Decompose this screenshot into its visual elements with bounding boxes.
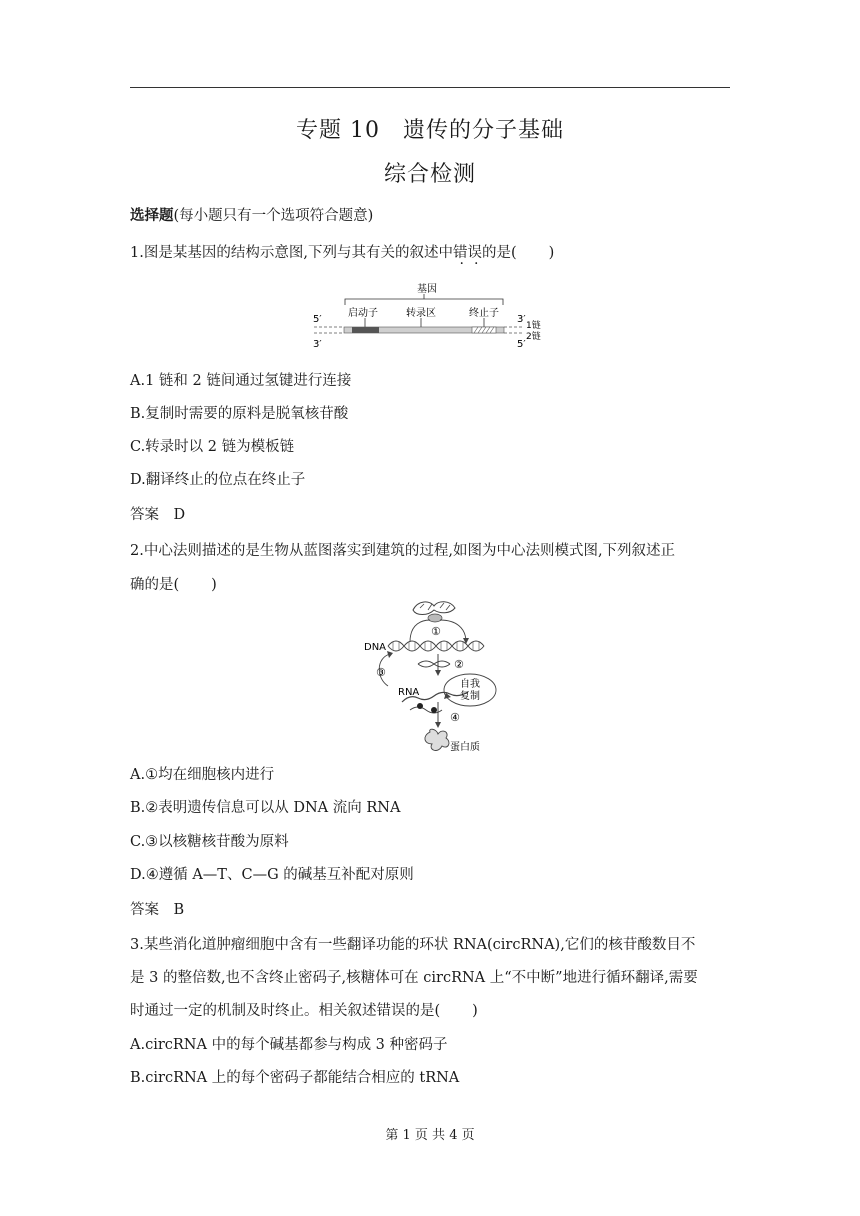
transcribed-region-label: 转录区 — [406, 308, 436, 319]
page-subtitle: 综合检测 — [383, 162, 476, 187]
dna-label: DNA — [364, 642, 387, 653]
q1-emphasis-1: 错 — [452, 245, 468, 261]
q1-option-c: C.转录时以 2 链为模板链 — [130, 439, 295, 455]
q3-option-b: B.circRNA 上的每个密码子都能结合相应的 tRNA — [130, 1070, 460, 1086]
gene-structure-figure — [308, 280, 553, 352]
q1-answer: 答案 D — [130, 507, 186, 523]
page-footer: 第 1 页 共 4 页 — [385, 1128, 475, 1143]
dna-replication-icon — [413, 602, 455, 622]
question-3-stem-line1: 3.某些消化道肿瘤细胞中含有一些翻译功能的环状 RNA(circRNA),它们的核苷酸数目不 — [130, 937, 696, 953]
question-3-stem-line3 — [130, 1001, 478, 1021]
end-5-left: 5′ — [313, 314, 322, 325]
q3-option-a: A.circRNA 中的每个碱基都参与构成 3 种密码子 — [130, 1037, 448, 1053]
section-note: (每小题只有一个选项符合题意) — [173, 208, 374, 224]
marker-1: ① — [431, 625, 441, 638]
promoter-block — [352, 327, 379, 333]
self-replication-label-2: 复制 — [460, 691, 480, 702]
q3-stem-paren-open: 时通过一定的机制及时终止。相关叙述错误的是( — [130, 1003, 441, 1019]
dna-helix — [388, 641, 484, 651]
end-5-right: 5′ — [517, 339, 526, 350]
section-heading — [130, 206, 373, 226]
q2-stem-paren-open: 确的是( — [130, 577, 180, 593]
marker-4: ④ — [450, 711, 460, 724]
question-1-stem — [130, 243, 554, 263]
q1-stem-text: 1.图是某基因的结构示意图,下列与其有关的叙述中 — [130, 245, 453, 261]
page-title: 专题 10 遗传的分子基础 — [296, 118, 564, 143]
q1-stem-paren-open: 的是( — [481, 245, 517, 261]
q2-stem-paren-close: ) — [211, 577, 217, 593]
marker-3: ③ — [376, 666, 386, 679]
q3-stem-paren-close: ) — [472, 1003, 478, 1019]
header-rule — [130, 87, 730, 88]
gene-label: 基因 — [417, 284, 437, 295]
marker-2: ② — [454, 658, 464, 671]
promoter-label: 启动子 — [348, 308, 378, 319]
strand-2-label: 2链 — [526, 332, 541, 342]
q1-option-d: D.翻译终止的位点在终止子 — [130, 472, 306, 488]
protein-icon — [425, 729, 449, 750]
self-replication-label-1: 自我 — [460, 679, 480, 690]
self-replication-arrow — [444, 674, 496, 706]
end-3-right: 3′ — [517, 314, 526, 325]
question-3-stem-line2: 是 3 的整倍数,也不含终止密码子,核糖体可在 circRNA 上“不中断”地进行循环翻译,需要 — [130, 970, 698, 986]
question-2-stem-line1: 2.中心法则描述的是生物从蓝图落实到建筑的过程,如图为中心法则模式图,下列叙述正 — [130, 543, 676, 559]
end-3-left: 3′ — [313, 339, 322, 350]
q1-emphasis-2: 误 — [467, 245, 482, 261]
strand-1-label: 1链 — [526, 321, 541, 331]
q2-option-d: D.④遵循 A—T、C—G 的碱基互补配对原则 — [130, 867, 414, 883]
central-dogma-figure — [358, 598, 518, 756]
section-label: 选择题 — [130, 207, 174, 224]
terminator-label: 终止子 — [469, 308, 499, 319]
q2-option-a: A.①均在细胞核内进行 — [130, 767, 275, 783]
q1-option-b: B.复制时需要的原料是脱氧核苷酸 — [130, 406, 349, 422]
q2-answer: 答案 B — [130, 902, 185, 918]
q2-option-c: C.③以核糖核苷酸为原料 — [130, 834, 289, 850]
q1-stem-paren-close: ) — [548, 245, 555, 261]
rna-label: RNA — [398, 687, 420, 698]
q1-option-a: A.1 链和 2 链间通过氢键进行连接 — [130, 373, 352, 389]
q2-option-b: B.②表明遗传信息可以从 DNA 流向 RNA — [130, 800, 401, 816]
protein-label: 蛋白质 — [450, 742, 480, 753]
question-2-stem-line2 — [130, 575, 217, 595]
